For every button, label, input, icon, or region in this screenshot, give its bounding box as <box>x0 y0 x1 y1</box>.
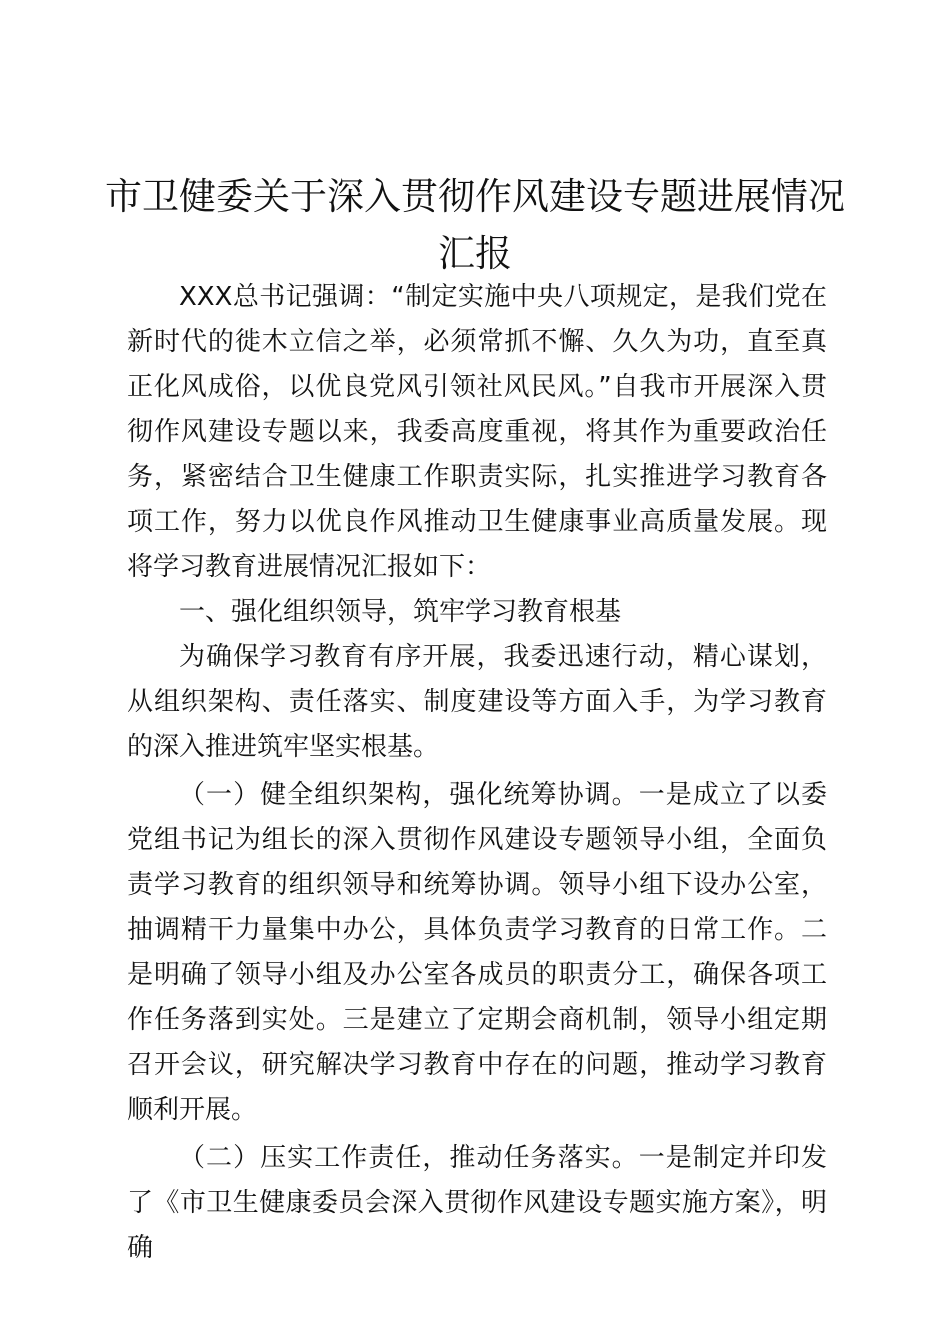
section-1-paragraph: 为确保学习教育有序开展，我委迅速行动，精心谋划，从组织架构、责任落实、制度建设等方面入手，为学习教育的深入推进筑牢坚实根基。 <box>127 642 827 762</box>
subsection-1-paragraph: （一）健全组织架构，强化统筹协调。一是成立了以委党组书记为组长的深入贯彻作风建设专题领导小组，全面负责学习教育的组织领导和统筹协调。领导小组下设办公室，抽调精干力量集中办公，具体负责学习教育的日常工作。二是明确了领导小组及办公室各成员的职责分工，确保各项工作任务落到实处。三是建立了定期会商机制，领导小组定期召开会议，研究解决学习教育中存在的问题，推动学习教育顺利开展。 <box>127 780 827 1125</box>
section-heading-1: 一、强化组织领导，筑牢学习教育根基 <box>179 597 622 627</box>
intro-paragraph: XXX总书记强调：“制定实施中央八项规定，是我们党在新时代的徙木立信之举，必须常抓不懈、久久为功，直至真正化风成俗，以优良党风引领社风民风。”自我市开展深入贯彻作风建设专题以来，我委高度重视，将其作为重要政治任务，紧密结合卫生健康工作职责实际，扎实推进学习教育各项工作，努力以优良作风推动卫生健康事业高质量发展。现将学习教育进展情况汇报如下： <box>127 282 827 582</box>
document-title: 市卫健委关于深入贯彻作风建设专题进展情况汇报 <box>105 175 845 275</box>
subsection-2-paragraph: （二）压实工作责任，推动任务落实。一是制定并印发了《市卫生健康委员会深入贯彻作风建设专题实施方案》，明确 <box>127 1143 827 1263</box>
document-body <box>127 275 827 1271</box>
